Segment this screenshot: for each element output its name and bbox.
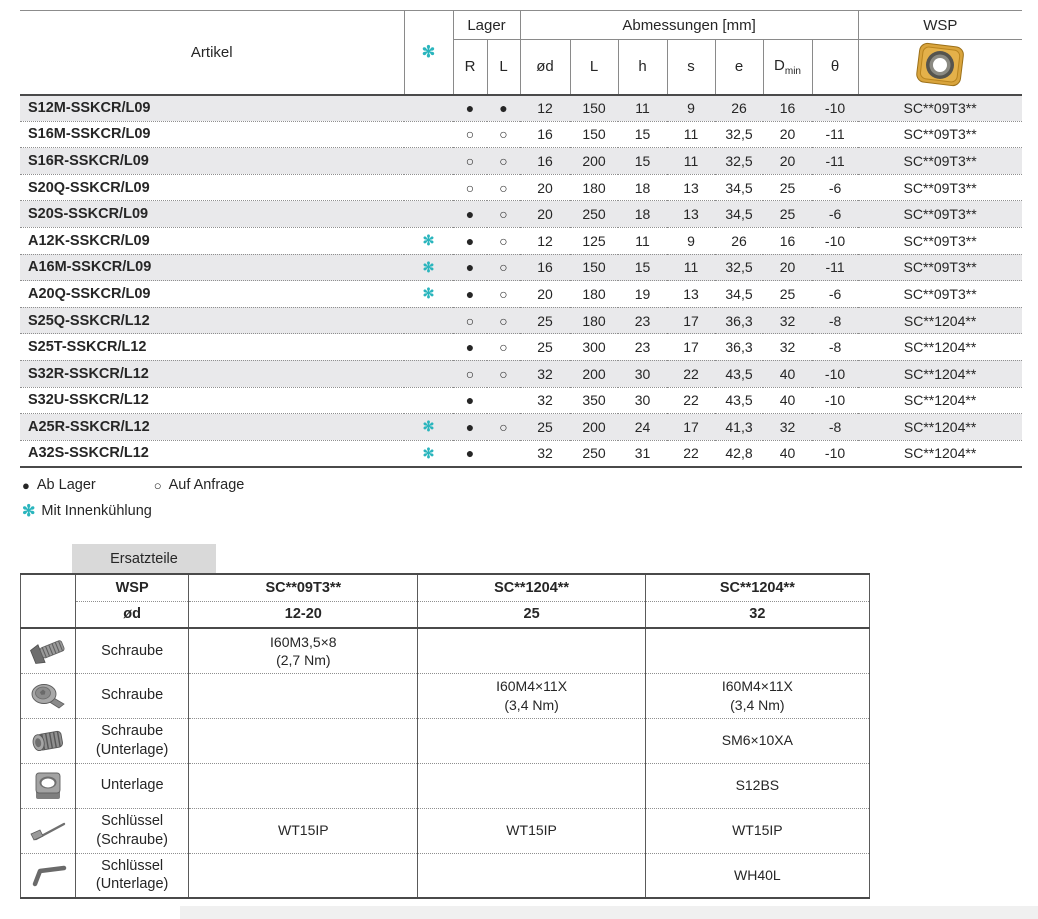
artikel-cell: A20Q-SSKCR/L09: [20, 281, 404, 308]
dim-dmin-cell: 32: [763, 334, 812, 361]
dim-theta-cell: -6: [812, 281, 858, 308]
dim-h-cell: 18: [618, 201, 667, 228]
legend-cooling-label: Mit Innenkühlung: [41, 503, 152, 519]
lager-l-cell: ○: [487, 281, 520, 308]
legend-stock-row: [22, 472, 244, 498]
dim-s-cell: 13: [667, 281, 715, 308]
part-name-cell: Schraube (Unterlage): [76, 718, 189, 763]
dim-od-cell: 32: [520, 387, 570, 414]
part-value-cell: [418, 628, 645, 673]
lager-r-cell: ●: [453, 201, 487, 228]
legend: [22, 472, 244, 524]
wsp-cell: SC**1204**: [858, 414, 1022, 441]
col-header-s: s: [667, 40, 715, 95]
product-row: [20, 360, 1022, 387]
parts-wsp-col-3: SC**1204**: [645, 574, 869, 601]
wsp-cell: SC**09T3**: [858, 148, 1022, 175]
dim-l-cell: 250: [570, 440, 618, 467]
lager-r-cell: ●: [453, 414, 487, 441]
lager-l-cell: ○: [487, 414, 520, 441]
insert-photo-icon: [911, 42, 969, 88]
dim-theta-cell: -11: [812, 148, 858, 175]
wsp-cell: SC**09T3**: [858, 254, 1022, 281]
artikel-cell: A16M-SSKCR/L09: [20, 254, 404, 281]
col-header-dmin: $D_{min}$: [763, 40, 812, 95]
dim-od-cell: 25: [520, 334, 570, 361]
part-order-code: I60M3,5×8: [270, 633, 337, 650]
artikel-cell: A12K-SSKCR/L09: [20, 227, 404, 254]
dim-dmin-cell: 25: [763, 174, 812, 201]
washer-icon: [21, 763, 76, 808]
dim-l-cell: 180: [570, 307, 618, 334]
wsp-cell: SC**09T3**: [858, 95, 1022, 122]
parts-od-col-2: 25: [418, 601, 645, 628]
dim-e-cell: 43,5: [715, 360, 763, 387]
lager-r-cell: ○: [453, 174, 487, 201]
product-row: [20, 201, 1022, 228]
part-order-code: WH40L: [734, 867, 781, 884]
dim-dmin-cell: 32: [763, 307, 812, 334]
product-row: [20, 121, 1022, 148]
hex-key-icon: [21, 853, 76, 898]
product-row: [20, 440, 1022, 467]
part-value-cell: [189, 763, 418, 808]
dim-od-cell: 32: [520, 440, 570, 467]
dim-dmin-cell: 25: [763, 281, 812, 308]
wsp-cell: SC**1204**: [858, 440, 1022, 467]
dim-l-cell: 180: [570, 174, 618, 201]
lager-l-cell: ○: [487, 254, 520, 281]
parts-wsp-col-1: SC**09T3**: [189, 574, 418, 601]
part-value-cell: [418, 718, 645, 763]
dim-h-cell: 24: [618, 414, 667, 441]
part-order-code: WT15IP: [732, 822, 783, 839]
dim-h-cell: 18: [618, 174, 667, 201]
lager-l-cell: ○: [487, 307, 520, 334]
col-header-od: ød: [520, 40, 570, 95]
dim-s-cell: 9: [667, 227, 715, 254]
parts-od-header: ød: [76, 601, 189, 628]
spare-part-row: [21, 808, 870, 853]
part-value-cell: [418, 808, 645, 853]
part-value-cell: [645, 808, 869, 853]
part-value-cell: [645, 673, 869, 718]
parts-wsp-col-2: SC**1204**: [418, 574, 645, 601]
dim-l-cell: 180: [570, 281, 618, 308]
next-section-strip: [180, 906, 1038, 919]
dim-od-cell: 16: [520, 254, 570, 281]
dim-s-cell: 13: [667, 201, 715, 228]
dim-s-cell: 22: [667, 360, 715, 387]
product-row: [20, 148, 1022, 175]
dim-od-cell: 25: [520, 307, 570, 334]
part-name-cell: Schlüssel (Schraube): [76, 808, 189, 853]
part-name-cell: Schlüssel (Unterlage): [76, 853, 189, 898]
dim-h-cell: 19: [618, 281, 667, 308]
dim-dmin-cell: 20: [763, 148, 812, 175]
dim-e-cell: 34,5: [715, 174, 763, 201]
torx-key-icon: [21, 808, 76, 853]
dim-theta-cell: -10: [812, 227, 858, 254]
cooling-cell: [404, 387, 453, 414]
dim-od-cell: 20: [520, 174, 570, 201]
lager-l-cell: ○: [487, 201, 520, 228]
wsp-cell: SC**09T3**: [858, 201, 1022, 228]
dim-theta-cell: -10: [812, 360, 858, 387]
dim-l-cell: 200: [570, 148, 618, 175]
dim-dmin-cell: 25: [763, 201, 812, 228]
part-order-code: WT15IP: [278, 822, 329, 839]
lager-r-cell: ○: [453, 307, 487, 334]
lager-r-cell: ●: [453, 440, 487, 467]
part-order-code: S12BS: [735, 777, 780, 794]
dim-l-cell: 200: [570, 360, 618, 387]
cooling-cell: ✻: [404, 414, 453, 441]
dim-h-cell: 15: [618, 148, 667, 175]
dim-s-cell: 13: [667, 174, 715, 201]
dim-h-cell: 31: [618, 440, 667, 467]
lager-r-cell: ●: [453, 281, 487, 308]
dim-od-cell: 12: [520, 95, 570, 122]
lager-r-cell: ●: [453, 254, 487, 281]
wsp-cell: SC**09T3**: [858, 174, 1022, 201]
spare-part-row: [21, 673, 870, 718]
artikel-cell: S25T-SSKCR/L12: [20, 334, 404, 361]
screw-flat-icon: [21, 628, 76, 673]
wsp-cell: SC**09T3**: [858, 281, 1022, 308]
dim-od-cell: 16: [520, 148, 570, 175]
dim-s-cell: 9: [667, 95, 715, 122]
lager-l-cell: ○: [487, 334, 520, 361]
part-value-cell: [418, 673, 645, 718]
part-order-code: WT15IP: [506, 822, 557, 839]
part-value-cell: [645, 763, 869, 808]
dim-s-cell: 17: [667, 414, 715, 441]
dim-theta-cell: -8: [812, 334, 858, 361]
col-header-wsp: WSP: [858, 11, 1022, 40]
dim-theta-cell: -10: [812, 387, 858, 414]
snowflake-icon: ✻: [22, 503, 36, 520]
dim-s-cell: 11: [667, 121, 715, 148]
dim-od-cell: 20: [520, 201, 570, 228]
dim-l-cell: 200: [570, 414, 618, 441]
part-value-cell: [189, 808, 418, 853]
dim-h-cell: 23: [618, 307, 667, 334]
part-torque: (2,7 Nm): [276, 651, 331, 668]
dim-s-cell: 17: [667, 334, 715, 361]
dim-l-cell: 300: [570, 334, 618, 361]
open-circle-icon: ○: [153, 477, 162, 493]
dim-theta-cell: -10: [812, 95, 858, 122]
screw-round-icon: [21, 673, 76, 718]
part-name-cell: Schraube: [76, 628, 189, 673]
ersatzteile-tab: [72, 544, 216, 573]
artikel-cell: S32R-SSKCR/L12: [20, 360, 404, 387]
col-header-abmessungen: Abmessungen [mm]: [520, 11, 858, 40]
lager-r-cell: ●: [453, 387, 487, 414]
product-row: [20, 254, 1022, 281]
part-name-cell: Unterlage: [76, 763, 189, 808]
artikel-cell: S20Q-SSKCR/L09: [20, 174, 404, 201]
dim-od-cell: 12: [520, 227, 570, 254]
cooling-cell: [404, 121, 453, 148]
dim-e-cell: 32,5: [715, 254, 763, 281]
artikel-cell: S12M-SSKCR/L09: [20, 95, 404, 122]
part-order-code: I60M4×11X: [721, 678, 793, 695]
legend-stock-label: Ab Lager: [36, 477, 96, 493]
dim-dmin-cell: 16: [763, 95, 812, 122]
product-row: [20, 227, 1022, 254]
wsp-insert-image: [858, 40, 1022, 95]
dim-e-cell: 32,5: [715, 148, 763, 175]
artikel-cell: A32S-SSKCR/L12: [20, 440, 404, 467]
wsp-cell: SC**1204**: [858, 360, 1022, 387]
wsp-cell: SC**1204**: [858, 307, 1022, 334]
dim-h-cell: 30: [618, 387, 667, 414]
dim-theta-cell: -6: [812, 201, 858, 228]
parts-od-col-1: 12-20: [189, 601, 418, 628]
cooling-cell: [404, 334, 453, 361]
cooling-cell: ✻: [404, 281, 453, 308]
col-header-h: h: [618, 40, 667, 95]
ersatzteile-tab-label: Ersatzteile: [110, 550, 178, 567]
part-value-cell: [189, 628, 418, 673]
dim-e-cell: 41,3: [715, 414, 763, 441]
spare-part-row: [21, 853, 870, 898]
col-header-length: L: [570, 40, 618, 95]
part-torque: (3,4 Nm): [730, 696, 785, 713]
cooling-cell: ✻: [404, 254, 453, 281]
dim-dmin-cell: 40: [763, 387, 812, 414]
dim-l-cell: 150: [570, 121, 618, 148]
dim-h-cell: 11: [618, 95, 667, 122]
lager-r-cell: ○: [453, 360, 487, 387]
artikel-cell: S20S-SSKCR/L09: [20, 201, 404, 228]
legend-cooling-row: [22, 498, 244, 524]
parts-od-col-3: 32: [645, 601, 869, 628]
parts-icon-column-header: [21, 574, 76, 628]
product-row: [20, 307, 1022, 334]
artikel-cell: A25R-SSKCR/L12: [20, 414, 404, 441]
dim-e-cell: 36,3: [715, 307, 763, 334]
wsp-cell: SC**1204**: [858, 387, 1022, 414]
part-value-cell: [189, 853, 418, 898]
dim-od-cell: 25: [520, 414, 570, 441]
dim-h-cell: 15: [618, 121, 667, 148]
spare-part-row: [21, 718, 870, 763]
dim-l-cell: 350: [570, 387, 618, 414]
dim-theta-cell: -10: [812, 440, 858, 467]
dim-s-cell: 11: [667, 148, 715, 175]
spare-part-row: [21, 763, 870, 808]
product-row: [20, 95, 1022, 122]
lager-r-cell: ●: [453, 95, 487, 122]
dim-dmin-cell: 16: [763, 227, 812, 254]
cooling-cell: [404, 201, 453, 228]
part-order-code: SM6×10XA: [721, 732, 793, 749]
product-row: [20, 174, 1022, 201]
dim-s-cell: 11: [667, 254, 715, 281]
product-table: [20, 10, 1022, 468]
dim-e-cell: 42,8: [715, 440, 763, 467]
product-row: [20, 414, 1022, 441]
dim-dmin-cell: 40: [763, 360, 812, 387]
col-header-e: e: [715, 40, 763, 95]
lager-l-cell: ○: [487, 174, 520, 201]
dim-h-cell: 11: [618, 227, 667, 254]
col-header-theta: θ: [812, 40, 858, 95]
dim-theta-cell: -11: [812, 121, 858, 148]
cooling-cell: [404, 307, 453, 334]
spare-parts-table: [20, 573, 870, 899]
cooling-cell: [404, 360, 453, 387]
product-row: [20, 281, 1022, 308]
dim-dmin-cell: 40: [763, 440, 812, 467]
dim-od-cell: 16: [520, 121, 570, 148]
product-row: [20, 334, 1022, 361]
dim-e-cell: 26: [715, 227, 763, 254]
part-value-cell: [645, 718, 869, 763]
product-row: [20, 387, 1022, 414]
col-header-lager: Lager: [453, 11, 520, 40]
dim-e-cell: 26: [715, 95, 763, 122]
wsp-cell: SC**1204**: [858, 334, 1022, 361]
part-value-cell: [645, 853, 869, 898]
lager-r-cell: ○: [453, 121, 487, 148]
lager-l-cell: [487, 387, 520, 414]
dim-theta-cell: -6: [812, 174, 858, 201]
legend-request-label: Auf Anfrage: [168, 477, 245, 493]
screw-set-icon: [21, 718, 76, 763]
part-value-cell: [645, 628, 869, 673]
dim-s-cell: 22: [667, 440, 715, 467]
dim-e-cell: 34,5: [715, 201, 763, 228]
dim-e-cell: 43,5: [715, 387, 763, 414]
snowflake-icon: ✻: [421, 44, 436, 62]
dim-h-cell: 23: [618, 334, 667, 361]
dim-e-cell: 32,5: [715, 121, 763, 148]
wsp-cell: SC**09T3**: [858, 227, 1022, 254]
parts-wsp-header: WSP: [76, 574, 189, 601]
col-header-r: R: [453, 40, 487, 95]
col-header-artikel: Artikel: [20, 11, 404, 95]
dim-s-cell: 17: [667, 307, 715, 334]
part-name-cell: Schraube: [76, 673, 189, 718]
dim-h-cell: 30: [618, 360, 667, 387]
wsp-cell: SC**09T3**: [858, 121, 1022, 148]
dim-e-cell: 36,3: [715, 334, 763, 361]
lager-l-cell: [487, 440, 520, 467]
cooling-cell: ✻: [404, 440, 453, 467]
artikel-cell: S16R-SSKCR/L09: [20, 148, 404, 175]
dim-dmin-cell: 20: [763, 121, 812, 148]
dim-od-cell: 20: [520, 281, 570, 308]
cooling-cell: [404, 174, 453, 201]
dim-theta-cell: -8: [812, 414, 858, 441]
dim-l-cell: 150: [570, 254, 618, 281]
dim-s-cell: 22: [667, 387, 715, 414]
artikel-cell: S32U-SSKCR/L12: [20, 387, 404, 414]
part-value-cell: [189, 718, 418, 763]
cooling-cell: [404, 148, 453, 175]
lager-r-cell: ●: [453, 227, 487, 254]
dim-dmin-cell: 20: [763, 254, 812, 281]
part-torque: (3,4 Nm): [504, 696, 559, 713]
col-header-cooling: [404, 11, 453, 95]
dim-theta-cell: -11: [812, 254, 858, 281]
spare-part-row: [21, 628, 870, 673]
lager-r-cell: ●: [453, 334, 487, 361]
part-value-cell: [418, 763, 645, 808]
dim-theta-cell: -8: [812, 307, 858, 334]
filled-circle-icon: ●: [22, 477, 30, 493]
dim-l-cell: 150: [570, 95, 618, 122]
lager-l-cell: ○: [487, 121, 520, 148]
lager-l-cell: ○: [487, 227, 520, 254]
part-value-cell: [418, 853, 645, 898]
lager-l-cell: ○: [487, 360, 520, 387]
lager-l-cell: ○: [487, 148, 520, 175]
dim-dmin-cell: 32: [763, 414, 812, 441]
dim-l-cell: 250: [570, 201, 618, 228]
artikel-cell: S25Q-SSKCR/L12: [20, 307, 404, 334]
cooling-cell: ✻: [404, 227, 453, 254]
part-order-code: I60M4×11X: [496, 678, 568, 695]
dim-od-cell: 32: [520, 360, 570, 387]
col-header-l: L: [487, 40, 520, 95]
part-value-cell: [189, 673, 418, 718]
cooling-cell: [404, 95, 453, 122]
artikel-cell: S16M-SSKCR/L09: [20, 121, 404, 148]
dim-h-cell: 15: [618, 254, 667, 281]
lager-r-cell: ○: [453, 148, 487, 175]
lager-l-cell: ●: [487, 95, 520, 122]
dim-l-cell: 125: [570, 227, 618, 254]
dim-e-cell: 34,5: [715, 281, 763, 308]
